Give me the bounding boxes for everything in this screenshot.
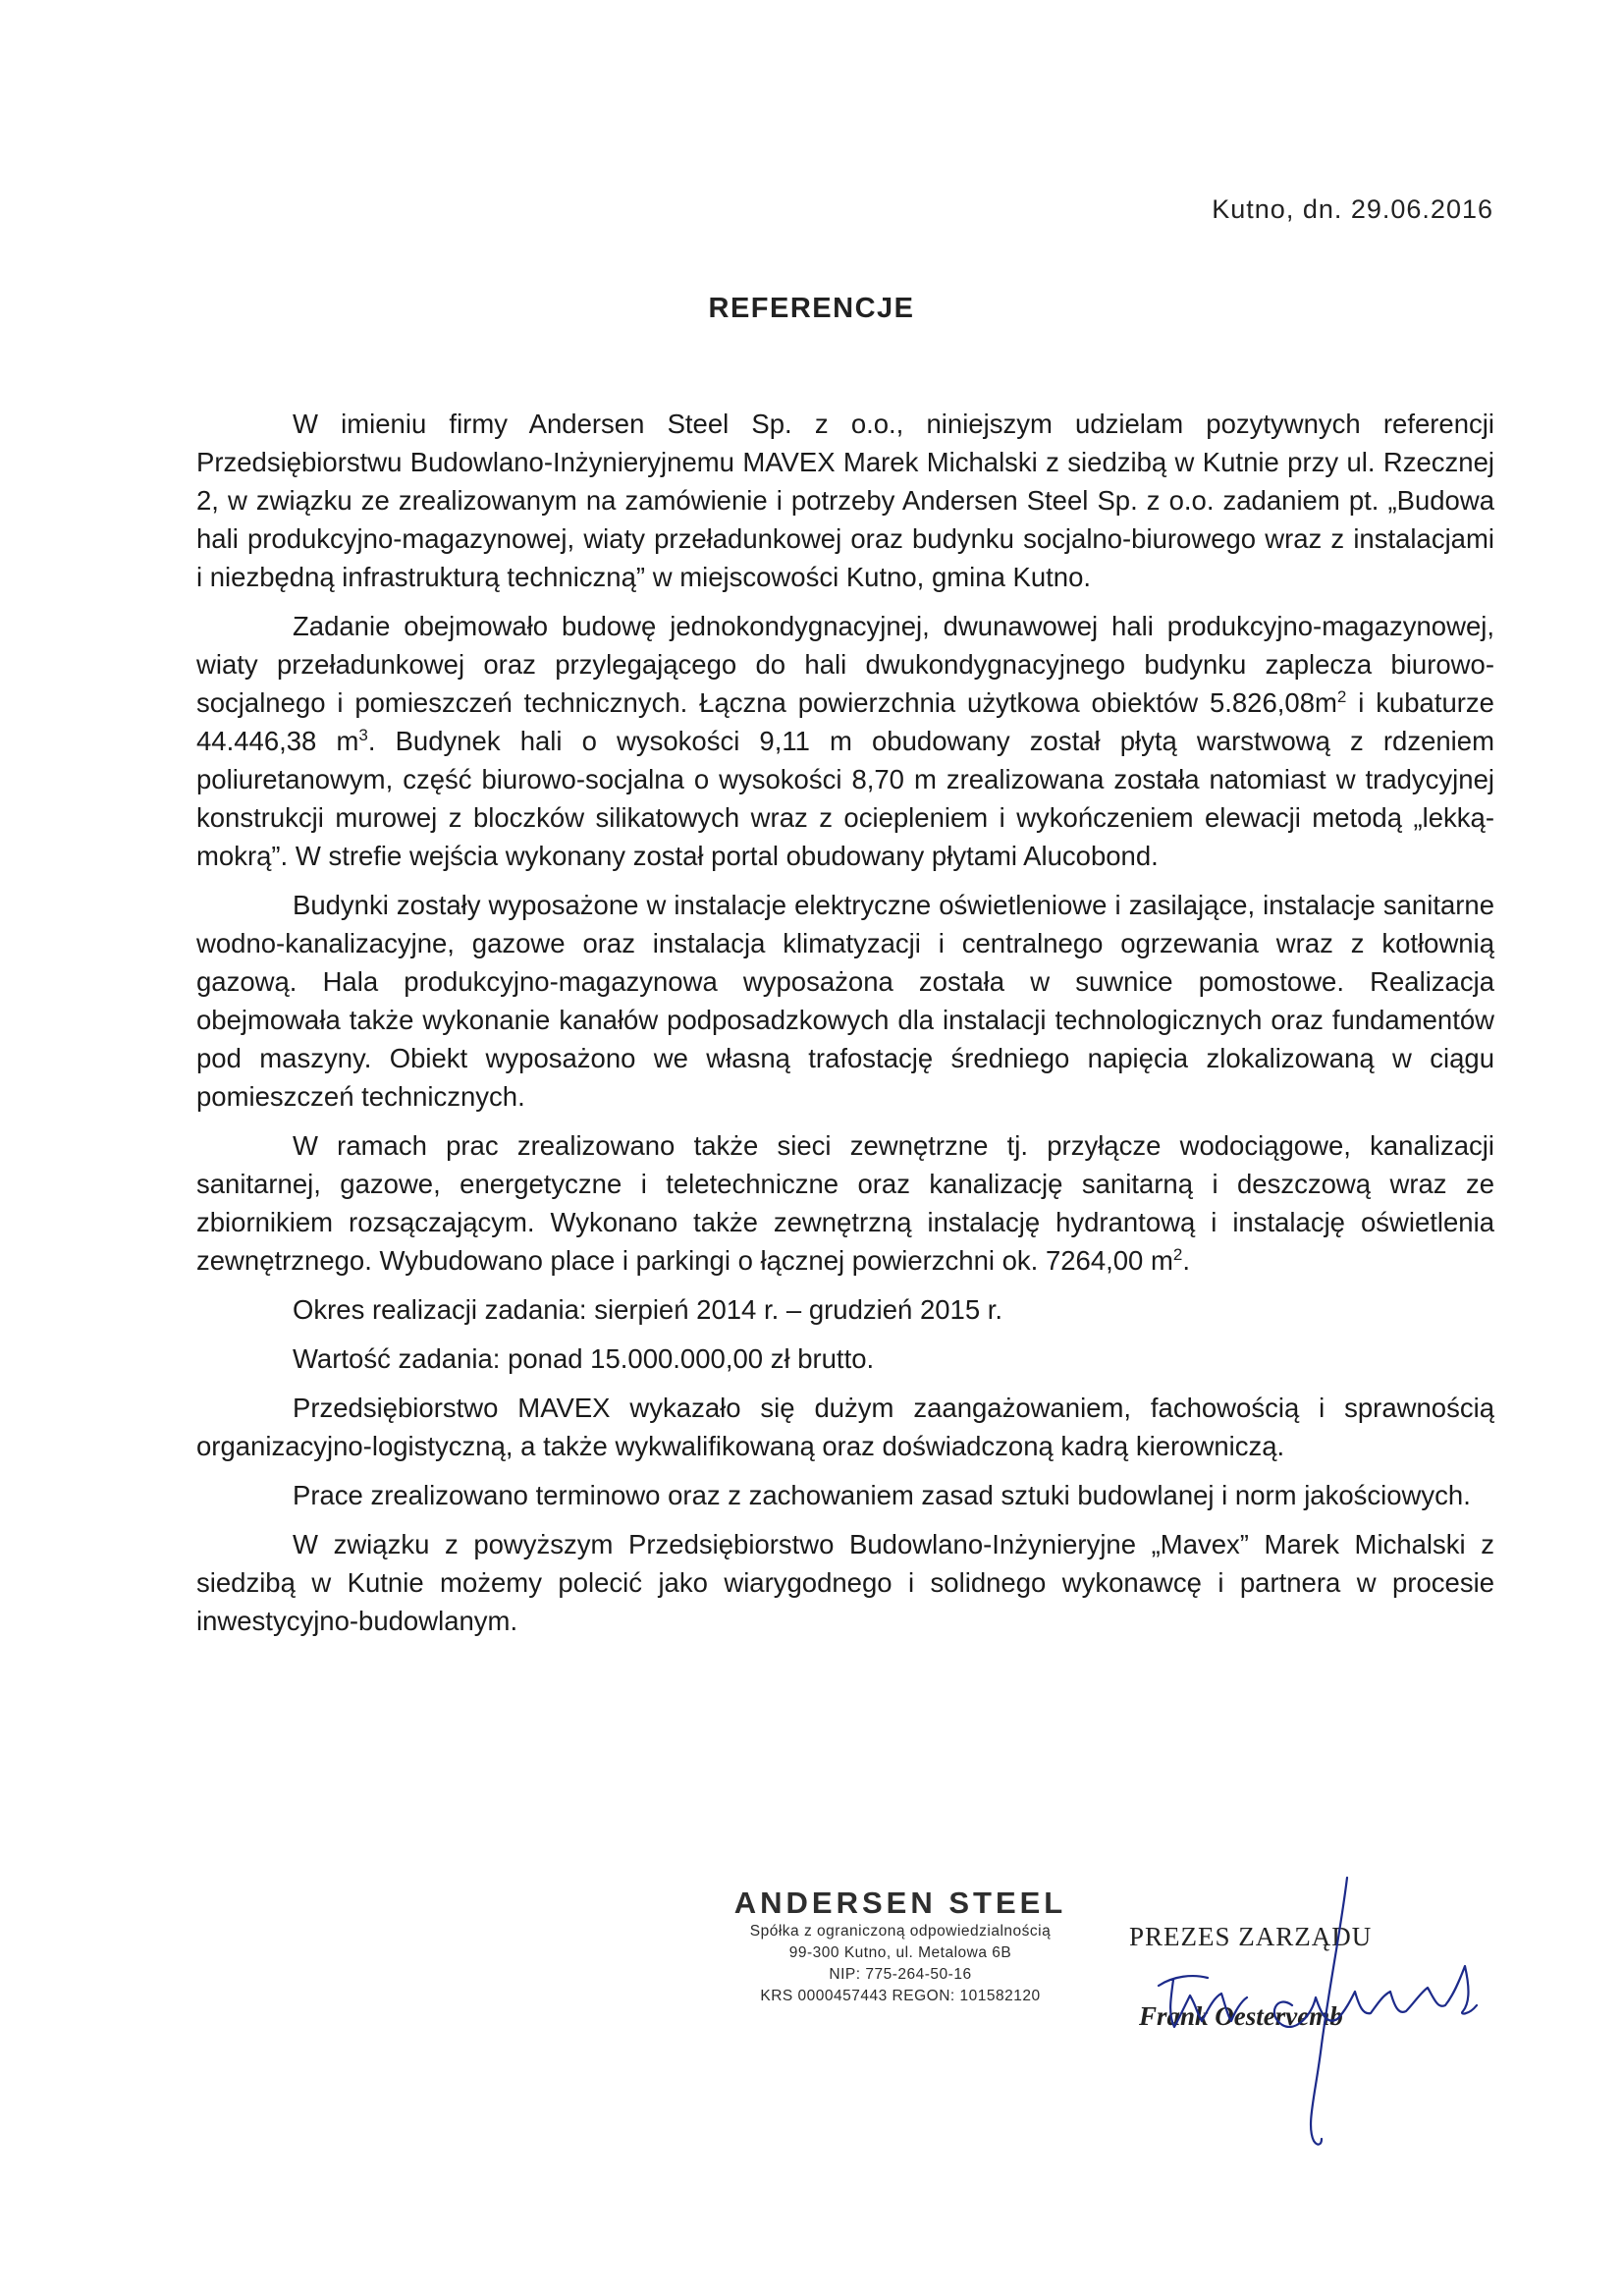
paragraph-scope-part3: . Budynek hali o wysokości 9,11 m obudowany został płytą warstwową z rdzeniem poliuretanowym, część biurowo-socjalna o wysokości 8,70 m zrealizowana została natomiast w tradycyjnej konstrukcji murowej z bloczków silikatowych wraz z ociepleniem i wykończeniem elewacji metodą „lekką-mokrą”. W strefie wejścia wykonany został portal obudowany płytami Alucobond.: [196, 726, 1494, 871]
letter-body: [196, 405, 1494, 1651]
superscript-m2-area: 2: [1172, 1244, 1183, 1264]
paragraph-intro: W imieniu firmy Andersen Steel Sp. z o.o., niniejszym udzielam pozytywnych referencji Przedsiębiorstwu Budowlano-Inżynieryjnemu MAVEX Marek Michalski z siedzibą w Kutnie przy ul. Rzecznej 2, w związku ze zrealizowanym na zamówienie i potrzeby Andersen Steel Sp. z o.o. zadaniem pt. „Budowa hali produkcyjno-magazynowej, wiaty przeładunkowej oraz budynku socjalno-biurowego wraz z instalacjami i niezbędną infrastrukturą techniczną” w miejscowości Kutno, gmina Kutno.: [196, 409, 1494, 592]
letter-title: REFERENCJE: [708, 293, 915, 324]
paragraph-period: Okres realizacji zadania: sierpień 2014 r. – grudzień 2015 r.: [293, 1294, 1003, 1325]
signature-block: [1129, 1907, 1522, 2162]
paragraph-scope-part2: i kubaturze 44.446,38 m: [196, 687, 1494, 756]
stamp-nip: NIP: 775-264-50-16: [829, 1966, 972, 1983]
paragraph-scope: [196, 607, 1494, 875]
paragraph-external-networks: [196, 1126, 1494, 1280]
superscript-m2: 2: [1336, 686, 1347, 706]
paragraph-value: Wartość zadania: ponad 15.000.000,00 zł brutto.: [293, 1343, 875, 1374]
paragraph-installations: Budynki zostały wyposażone w instalacje elektryczne oświetleniowe i zasilające, instalacje sanitarne wodno-kanalizacyjne, gazowe oraz instalacja klimatyzacji i centralnego ogrzewania wraz z kotłownią gazową. Hala produkcyjno-magazynowa wyposażona została w suwnice pomostowe. Realizacja obejmowała także wykonanie kanałów podposadzkowych dla instalacji technologicznych oraz fundamentów pod maszyny. Obiekt wyposażono we własną trafostację średniego napięcia zlokalizowaną w ciągu pomieszczeń technicznych.: [196, 890, 1494, 1112]
stamp-legal-form: Spółka z ograniczoną odpowiedzialnością: [749, 1923, 1052, 1940]
signatory-role: PREZES ZARZĄDU: [1129, 1922, 1373, 1951]
letter-date: Kutno, dn. 29.06.2016: [1212, 194, 1493, 224]
company-stamp: [729, 1886, 1072, 2007]
paragraph-external-part2: .: [1182, 1245, 1191, 1276]
paragraph-external-part1: W ramach prac zrealizowano także sieci zewnętrzne tj. przyłącze wodociągowe, kanalizacji sanitarnej, gazowe, energetyczne i teletechniczne oraz kanalizację sanitarną i deszczową wraz ze zbiornikiem rozsączającym. Wykonano także zewnętrzną instalację hydrantową i instalację oświetlenia zewnętrznego. Wybudowano place i parkingi o łącznej powierzchni ok. 7264,00 m: [196, 1130, 1494, 1276]
paragraph-scope-part1: Zadanie obejmowało budowę jednokondygnacyjnej, dwunawowej hali produkcyjno-magazynowej, wiaty przeładunkowej oraz przylegającego do hali dwukondygnacyjnego budynku zaplecza biurowo-socjalnego i pomieszczeń technicznych. Łączna powierzchnia użytkowa obiektów 5.826,08m: [196, 611, 1494, 718]
superscript-m3: 3: [358, 725, 368, 744]
stamp-address: 99-300 Kutno, ul. Metalowa 6B: [788, 1944, 1012, 1961]
stamp-krs-regon: KRS 0000457443 REGON: 101582120: [760, 1988, 1041, 2004]
signatory-name: Frank Oestervemb: [1139, 2001, 1343, 2031]
paragraph-assessment: Przedsiębiorstwo MAVEX wykazało się dużym zaangażowaniem, fachowością i sprawnością organizacyjno-logistyczną, a także wykwalifikowaną oraz doświadczoną kadrą kierowniczą.: [196, 1393, 1494, 1461]
stamp-company-name: ANDERSEN STEEL: [733, 1886, 1067, 1920]
paragraph-recommendation: W związku z powyższym Przedsiębiorstwo Budowlano-Inżynieryjne „Mavex” Marek Michalski z siedzibą w Kutnie możemy polecić jako wiarygodnego i solidnego wykonawcę i partnera w procesie inwestycyjno-budowlanym.: [196, 1529, 1494, 1636]
paragraph-quality: Prace zrealizowano terminowo oraz z zachowaniem zasad sztuki budowlanej i norm jakościowych.: [293, 1480, 1471, 1510]
